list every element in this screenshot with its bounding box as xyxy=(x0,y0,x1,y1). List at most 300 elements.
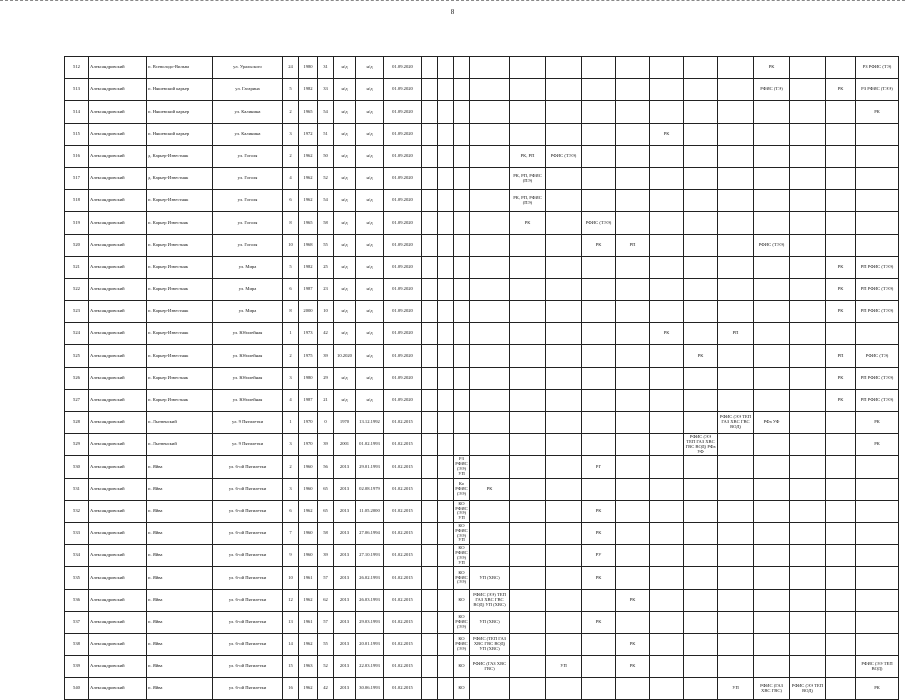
table-cell xyxy=(422,589,438,611)
table-cell: 01.02.2015 xyxy=(384,500,422,522)
table-cell xyxy=(438,678,454,700)
table-cell: 2 xyxy=(283,345,299,367)
table-cell: РК xyxy=(826,301,856,323)
table-cell xyxy=(826,456,856,478)
table-cell: ул. 9 Пятилетки xyxy=(213,412,283,434)
table-cell: Александровский xyxy=(89,190,147,212)
table-cell: 2013 xyxy=(334,567,356,589)
table-cell: 52 xyxy=(318,656,334,678)
table-cell xyxy=(826,212,856,234)
table-cell xyxy=(422,323,438,345)
table-cell xyxy=(616,57,650,79)
table-cell xyxy=(510,323,546,345)
table-cell xyxy=(454,301,470,323)
table-cell xyxy=(754,323,790,345)
table-cell xyxy=(650,212,684,234)
table-cell: КО РФИС (ЭЭ) xyxy=(454,633,470,655)
table-cell xyxy=(422,412,438,434)
table-cell xyxy=(470,190,510,212)
table-row xyxy=(65,256,899,278)
table-cell xyxy=(856,456,899,478)
table-cell xyxy=(422,167,438,189)
table-cell: 54 xyxy=(318,101,334,123)
table-cell xyxy=(718,123,754,145)
table-cell: 01.02.2015 xyxy=(384,545,422,567)
table-cell: 01.02.2015 xyxy=(384,567,422,589)
table-cell: РК, РП, РФИС (ПЭ) xyxy=(510,167,546,189)
table-cell xyxy=(826,234,856,256)
table-cell xyxy=(754,212,790,234)
table-cell xyxy=(438,212,454,234)
table-cell: 25 xyxy=(318,256,334,278)
table-cell: РЗ РФИС (ТЭ) xyxy=(856,57,899,79)
table-cell xyxy=(856,567,899,589)
table-cell xyxy=(454,323,470,345)
table-cell xyxy=(616,434,650,456)
table-cell xyxy=(438,167,454,189)
table-cell xyxy=(454,389,470,411)
table-cell: 16 xyxy=(283,678,299,700)
table-cell: ул. Калинина xyxy=(213,123,283,145)
table-cell: 2013 xyxy=(334,678,356,700)
table-cell xyxy=(616,145,650,167)
table-cell: п. Карьер-Известняк xyxy=(147,323,213,345)
table-cell xyxy=(718,434,754,456)
table-cell: 01.09.2020 xyxy=(384,256,422,278)
table-cell: 55 xyxy=(318,234,334,256)
table-cell xyxy=(826,478,856,500)
table-cell xyxy=(470,256,510,278)
table-cell xyxy=(684,567,718,589)
table-cell: 1987 xyxy=(299,278,318,300)
table-cell xyxy=(510,101,546,123)
table-cell: н/д xyxy=(356,256,384,278)
table-cell: 39 xyxy=(318,434,334,456)
table-row xyxy=(65,434,899,456)
table-cell xyxy=(718,101,754,123)
table-cell: 1961 xyxy=(299,567,318,589)
table-cell: Александровский xyxy=(89,589,147,611)
table-cell xyxy=(582,79,616,101)
table-cell xyxy=(650,589,684,611)
table-cell xyxy=(454,123,470,145)
table-cell: РК xyxy=(826,79,856,101)
table-cell xyxy=(470,101,510,123)
table-cell xyxy=(650,567,684,589)
table-row xyxy=(65,57,899,79)
table-cell: 65 xyxy=(318,478,334,500)
table-cell: Александровский xyxy=(89,456,147,478)
table-cell: РГ xyxy=(582,456,616,478)
table-cell: н/д xyxy=(334,101,356,123)
table-cell xyxy=(650,234,684,256)
table-cell: 2013 xyxy=(334,500,356,522)
table-cell xyxy=(616,567,650,589)
table-cell: 12 xyxy=(283,589,299,611)
table-cell xyxy=(546,633,582,655)
table-cell: РФИС (ЭЭ ТЕП ВОД) xyxy=(790,678,826,700)
table-cell: 01.09.2020 xyxy=(384,145,422,167)
table-cell: 523 xyxy=(65,301,89,323)
table-row xyxy=(65,212,899,234)
table-cell xyxy=(510,611,546,633)
table-cell: РК xyxy=(582,500,616,522)
table-cell xyxy=(422,101,438,123)
table-cell xyxy=(718,567,754,589)
table-cell: 01.09.2020 xyxy=(384,367,422,389)
table-cell xyxy=(790,57,826,79)
table-cell: ул. Юбилейная xyxy=(213,367,283,389)
table-cell: РФИС (ТЕП ГАЗ ХВС ГВС ВОД) УП (ХВС) xyxy=(470,633,510,655)
table-cell xyxy=(650,522,684,544)
table-cell: 01.09.2020 xyxy=(384,190,422,212)
table-cell xyxy=(790,545,826,567)
table-cell: 30.06.1993 xyxy=(356,678,384,700)
table-cell: РК xyxy=(856,412,899,434)
table-cell xyxy=(616,278,650,300)
table-cell xyxy=(470,522,510,544)
table-cell: 2013 xyxy=(334,522,356,544)
table-cell: РП РФИС (ТЭЭ) xyxy=(856,389,899,411)
table-cell xyxy=(790,256,826,278)
table-cell xyxy=(438,256,454,278)
table-cell xyxy=(438,434,454,456)
table-cell: 26.02.1993 xyxy=(356,567,384,589)
table-cell xyxy=(650,101,684,123)
table-cell: РК xyxy=(754,57,790,79)
table-cell: 1962 xyxy=(299,190,318,212)
table-cell xyxy=(650,301,684,323)
table-cell xyxy=(616,478,650,500)
table-cell: РП РФИС (ТЭЭ) xyxy=(856,256,899,278)
table-cell xyxy=(546,101,582,123)
table-cell xyxy=(582,478,616,500)
table-cell xyxy=(470,212,510,234)
table-cell: н/д xyxy=(334,167,356,189)
table-row xyxy=(65,545,899,567)
table-cell: н/д xyxy=(334,234,356,256)
table-cell xyxy=(754,656,790,678)
table-cell: 0 xyxy=(318,412,334,434)
table-cell: 39 xyxy=(318,545,334,567)
table-cell xyxy=(650,412,684,434)
table-cell xyxy=(826,500,856,522)
table-cell xyxy=(510,256,546,278)
table-cell xyxy=(754,611,790,633)
table-cell xyxy=(790,212,826,234)
table-cell: 1960 xyxy=(299,478,318,500)
table-cell: ул. 6-ой Пятилетки xyxy=(213,478,283,500)
table-row xyxy=(65,301,899,323)
table-cell: РК xyxy=(616,589,650,611)
table-cell: 3 xyxy=(283,434,299,456)
table-cell xyxy=(582,145,616,167)
table-cell: Александровский xyxy=(89,301,147,323)
table-cell: 01.09.2020 xyxy=(384,212,422,234)
table-cell xyxy=(454,234,470,256)
table-cell: РУ xyxy=(582,545,616,567)
table-cell: ул. 6-ой Пятилетки xyxy=(213,500,283,522)
table-cell: ул. Мира xyxy=(213,278,283,300)
table-cell xyxy=(684,123,718,145)
table-cell xyxy=(790,190,826,212)
table-cell: 2 xyxy=(283,101,299,123)
table-cell xyxy=(790,478,826,500)
table-cell: 29.01.1993 xyxy=(356,456,384,478)
table-cell: УП xyxy=(718,678,754,700)
table-cell xyxy=(546,167,582,189)
table-cell xyxy=(438,101,454,123)
table-cell: п. Всеволодо-Вильва xyxy=(147,57,213,79)
table-cell: ул. Гоголя xyxy=(213,145,283,167)
table-cell xyxy=(684,190,718,212)
table-cell xyxy=(718,190,754,212)
table-cell xyxy=(422,278,438,300)
table-cell: н/д xyxy=(334,323,356,345)
table-cell: 01.09.2020 xyxy=(384,79,422,101)
table-cell: 13 xyxy=(283,611,299,633)
table-cell: ул. Гоголя xyxy=(213,167,283,189)
table-row xyxy=(65,456,899,478)
table-cell: Александровский xyxy=(89,323,147,345)
table-cell xyxy=(546,567,582,589)
table-cell: п. Яйва xyxy=(147,478,213,500)
table-cell: п. Лытвенский xyxy=(147,412,213,434)
table-cell xyxy=(616,412,650,434)
table-cell: 530 xyxy=(65,456,89,478)
table-cell: 01.02.2015 xyxy=(384,611,422,633)
table-cell: ул. Уральского xyxy=(213,57,283,79)
table-cell: 01.02.2015 xyxy=(384,656,422,678)
table-cell xyxy=(754,522,790,544)
table-cell: ул. Гоголя xyxy=(213,190,283,212)
table-cell: 10 xyxy=(283,234,299,256)
table-cell xyxy=(454,367,470,389)
table-cell xyxy=(616,389,650,411)
table-cell: 533 xyxy=(65,522,89,544)
table-cell: 54 xyxy=(318,190,334,212)
table-cell xyxy=(650,278,684,300)
table-cell xyxy=(546,79,582,101)
table-cell xyxy=(470,167,510,189)
table-cell xyxy=(856,323,899,345)
table-cell xyxy=(754,345,790,367)
table-cell xyxy=(684,167,718,189)
table-cell: п. Няшевский карьер xyxy=(147,101,213,123)
table-cell: РЗ РФИС (ТЭЭ) xyxy=(856,79,899,101)
table-cell xyxy=(790,522,826,544)
table-cell: 9 xyxy=(283,545,299,567)
table-cell xyxy=(438,278,454,300)
table-cell: 1960 xyxy=(299,456,318,478)
table-cell: КО xyxy=(454,656,470,678)
table-cell xyxy=(582,278,616,300)
table-row xyxy=(65,234,899,256)
table-cell xyxy=(616,79,650,101)
table-cell: 39 xyxy=(318,345,334,367)
table-cell xyxy=(684,256,718,278)
table-cell: 3 xyxy=(283,367,299,389)
table-cell xyxy=(650,500,684,522)
table-cell: 52 xyxy=(318,167,334,189)
table-cell: 534 xyxy=(65,545,89,567)
table-cell: 51 xyxy=(318,123,334,145)
table-row xyxy=(65,389,899,411)
table-cell: 01.09.2020 xyxy=(384,234,422,256)
table-cell: ул. Юбилейная xyxy=(213,345,283,367)
table-cell: ул. 6-ой Пятилетки xyxy=(213,567,283,589)
table-cell: 526 xyxy=(65,367,89,389)
table-cell xyxy=(650,611,684,633)
table-cell: п. Карьер Известняк xyxy=(147,234,213,256)
table-cell xyxy=(790,434,826,456)
table-cell xyxy=(650,345,684,367)
table-cell: н/д xyxy=(334,145,356,167)
table-cell: Александровский xyxy=(89,434,147,456)
table-cell xyxy=(422,190,438,212)
table-cell: 539 xyxy=(65,656,89,678)
table-cell: н/д xyxy=(334,79,356,101)
table-cell xyxy=(422,367,438,389)
table-cell xyxy=(454,57,470,79)
table-cell xyxy=(510,656,546,678)
table-cell: Александровский xyxy=(89,256,147,278)
table-cell xyxy=(856,190,899,212)
table-cell: 10 xyxy=(318,301,334,323)
table-cell xyxy=(856,145,899,167)
table-cell: Александровский xyxy=(89,212,147,234)
table-cell xyxy=(422,633,438,655)
table-cell xyxy=(422,123,438,145)
table-cell: 531 xyxy=(65,478,89,500)
table-cell: РФИС (ЭЭ ТЕП ГАЗ ХВС ГВС ВОД) РФа УФ xyxy=(684,434,718,456)
table-cell xyxy=(826,678,856,700)
table-cell: КО РФИС (ЭЭ) УП xyxy=(454,545,470,567)
table-cell: п. Карьер Известняк xyxy=(147,367,213,389)
table-cell: Александровский xyxy=(89,234,147,256)
table-cell: 1970 xyxy=(299,434,318,456)
table-cell xyxy=(438,367,454,389)
table-cell xyxy=(826,145,856,167)
table-cell xyxy=(754,633,790,655)
table-cell: 2013 xyxy=(334,633,356,655)
table-row xyxy=(65,656,899,678)
table-cell: Александровский xyxy=(89,367,147,389)
table-cell: РФИС (ЭЭ ТЕП ВОД) xyxy=(856,656,899,678)
table-cell xyxy=(616,123,650,145)
table-cell: 1982 xyxy=(299,256,318,278)
table-cell xyxy=(582,434,616,456)
table-cell xyxy=(438,190,454,212)
table-cell: н/д xyxy=(356,123,384,145)
table-cell: РП РФИС (ТЭЭ) xyxy=(856,367,899,389)
table-cell xyxy=(470,389,510,411)
table-cell xyxy=(422,522,438,544)
table-cell xyxy=(470,79,510,101)
table-cell xyxy=(616,167,650,189)
table-row xyxy=(65,167,899,189)
table-cell: КО РФИС (ЭЭ) УП xyxy=(454,500,470,522)
table-cell xyxy=(616,611,650,633)
table-cell: н/д xyxy=(356,367,384,389)
table-cell xyxy=(454,212,470,234)
table-cell xyxy=(422,434,438,456)
table-cell: Александровский xyxy=(89,500,147,522)
table-cell: п. Карьер-Известняк xyxy=(147,301,213,323)
table-cell: ул. 6-ой Пятилетки xyxy=(213,656,283,678)
table-cell: Александровский xyxy=(89,278,147,300)
table-cell xyxy=(422,500,438,522)
table-cell xyxy=(510,456,546,478)
table-cell xyxy=(790,611,826,633)
table-cell xyxy=(510,345,546,367)
table-cell xyxy=(718,522,754,544)
table-cell: РП РФИС (ТЭЭ) xyxy=(856,278,899,300)
table-cell: ул. Гоголя xyxy=(213,212,283,234)
table-cell xyxy=(582,167,616,189)
table-cell xyxy=(650,167,684,189)
table-cell xyxy=(422,545,438,567)
table-cell xyxy=(826,123,856,145)
table-cell: РФИС (ТЭЭ) xyxy=(754,234,790,256)
table-cell xyxy=(826,545,856,567)
table-cell: Александровский xyxy=(89,567,147,589)
table-cell: н/д xyxy=(334,57,356,79)
table-cell: п. Яйва xyxy=(147,678,213,700)
table-cell xyxy=(582,301,616,323)
table-cell xyxy=(754,301,790,323)
table-cell xyxy=(718,611,754,633)
table-cell xyxy=(582,633,616,655)
table-cell xyxy=(856,633,899,655)
table-cell: 516 xyxy=(65,145,89,167)
table-cell: 6 xyxy=(283,278,299,300)
table-cell: Александровский xyxy=(89,412,147,434)
table-cell xyxy=(616,522,650,544)
table-cell xyxy=(546,389,582,411)
table-cell xyxy=(510,234,546,256)
table-cell xyxy=(684,367,718,389)
table-cell xyxy=(790,278,826,300)
table-cell xyxy=(718,278,754,300)
table-cell: 3 xyxy=(283,478,299,500)
table-cell: 512 xyxy=(65,57,89,79)
table-cell xyxy=(790,123,826,145)
table-cell: 514 xyxy=(65,101,89,123)
table-cell xyxy=(650,478,684,500)
table-cell xyxy=(790,412,826,434)
table-cell: РК xyxy=(826,389,856,411)
table-cell xyxy=(470,678,510,700)
table-cell xyxy=(546,412,582,434)
table-cell xyxy=(470,57,510,79)
table-cell: РП xyxy=(616,234,650,256)
table-cell: н/д xyxy=(356,323,384,345)
table-cell: РК xyxy=(582,234,616,256)
table-cell xyxy=(856,611,899,633)
table-cell xyxy=(616,212,650,234)
table-row xyxy=(65,345,899,367)
table-cell xyxy=(438,589,454,611)
table-cell xyxy=(510,633,546,655)
table-cell xyxy=(826,567,856,589)
table-cell: н/д xyxy=(334,256,356,278)
table-cell: 01.02.2015 xyxy=(384,456,422,478)
table-cell: 58 xyxy=(318,212,334,234)
table-cell xyxy=(470,234,510,256)
table-cell: 4 xyxy=(283,167,299,189)
table-row xyxy=(65,367,899,389)
